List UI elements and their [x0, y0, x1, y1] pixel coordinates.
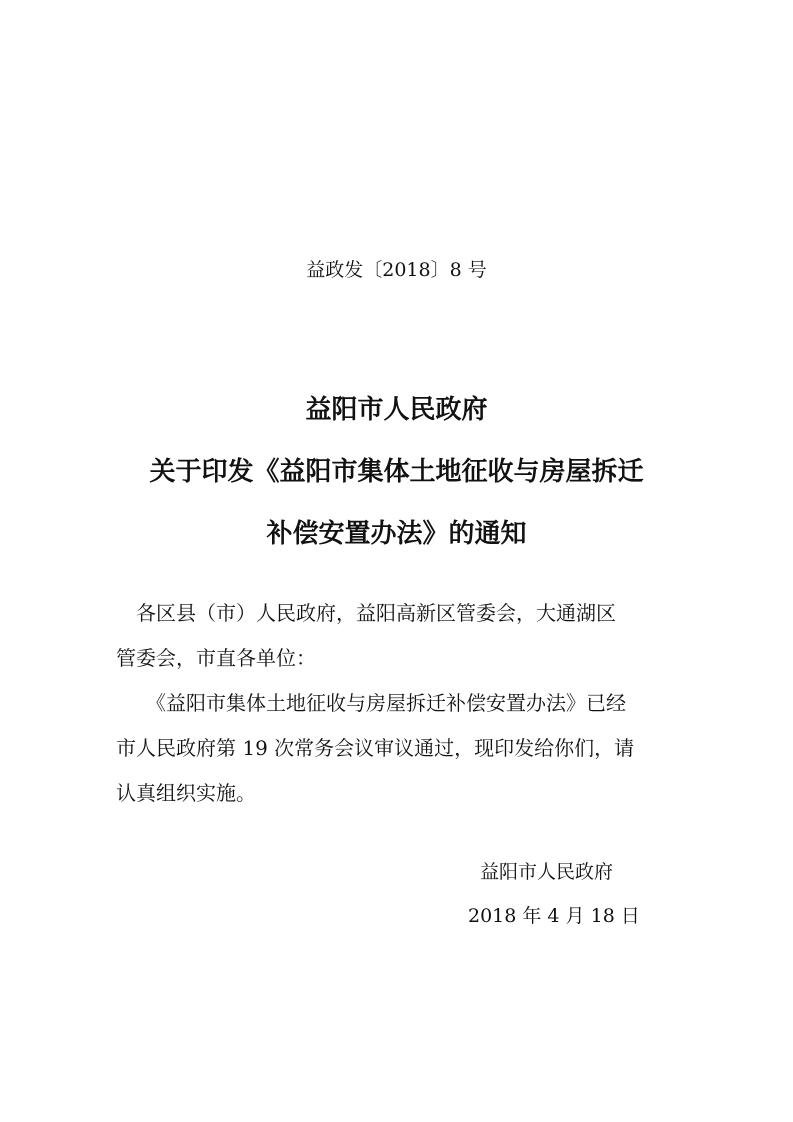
signature-issuer: 益阳市人民政府	[480, 861, 614, 883]
body-line-3: 《益阳市集体土地征收与房屋拆迁补偿安置办法》已经	[116, 691, 626, 715]
body-line-1: 各区县（市）人民政府，益阳高新区管委会，大通湖区	[116, 601, 616, 625]
body-line-5: 认真组织实施。	[116, 781, 256, 805]
title-line-2: 关于印发《益阳市集体土地征收与房屋拆迁	[149, 457, 644, 487]
body-line-4: 市人民政府第 19 次常务会议审议通过，现印发给你们，请	[116, 736, 635, 760]
body-line-2: 管委会，市直各单位：	[116, 646, 316, 670]
signature-date: 2018 年 4 月 18 日	[468, 905, 640, 927]
title-line-1: 益阳市人民政府	[305, 395, 488, 425]
document-number: 益政发〔2018〕8 号	[306, 259, 487, 281]
title-line-3: 补偿安置办法》的通知	[266, 519, 527, 549]
